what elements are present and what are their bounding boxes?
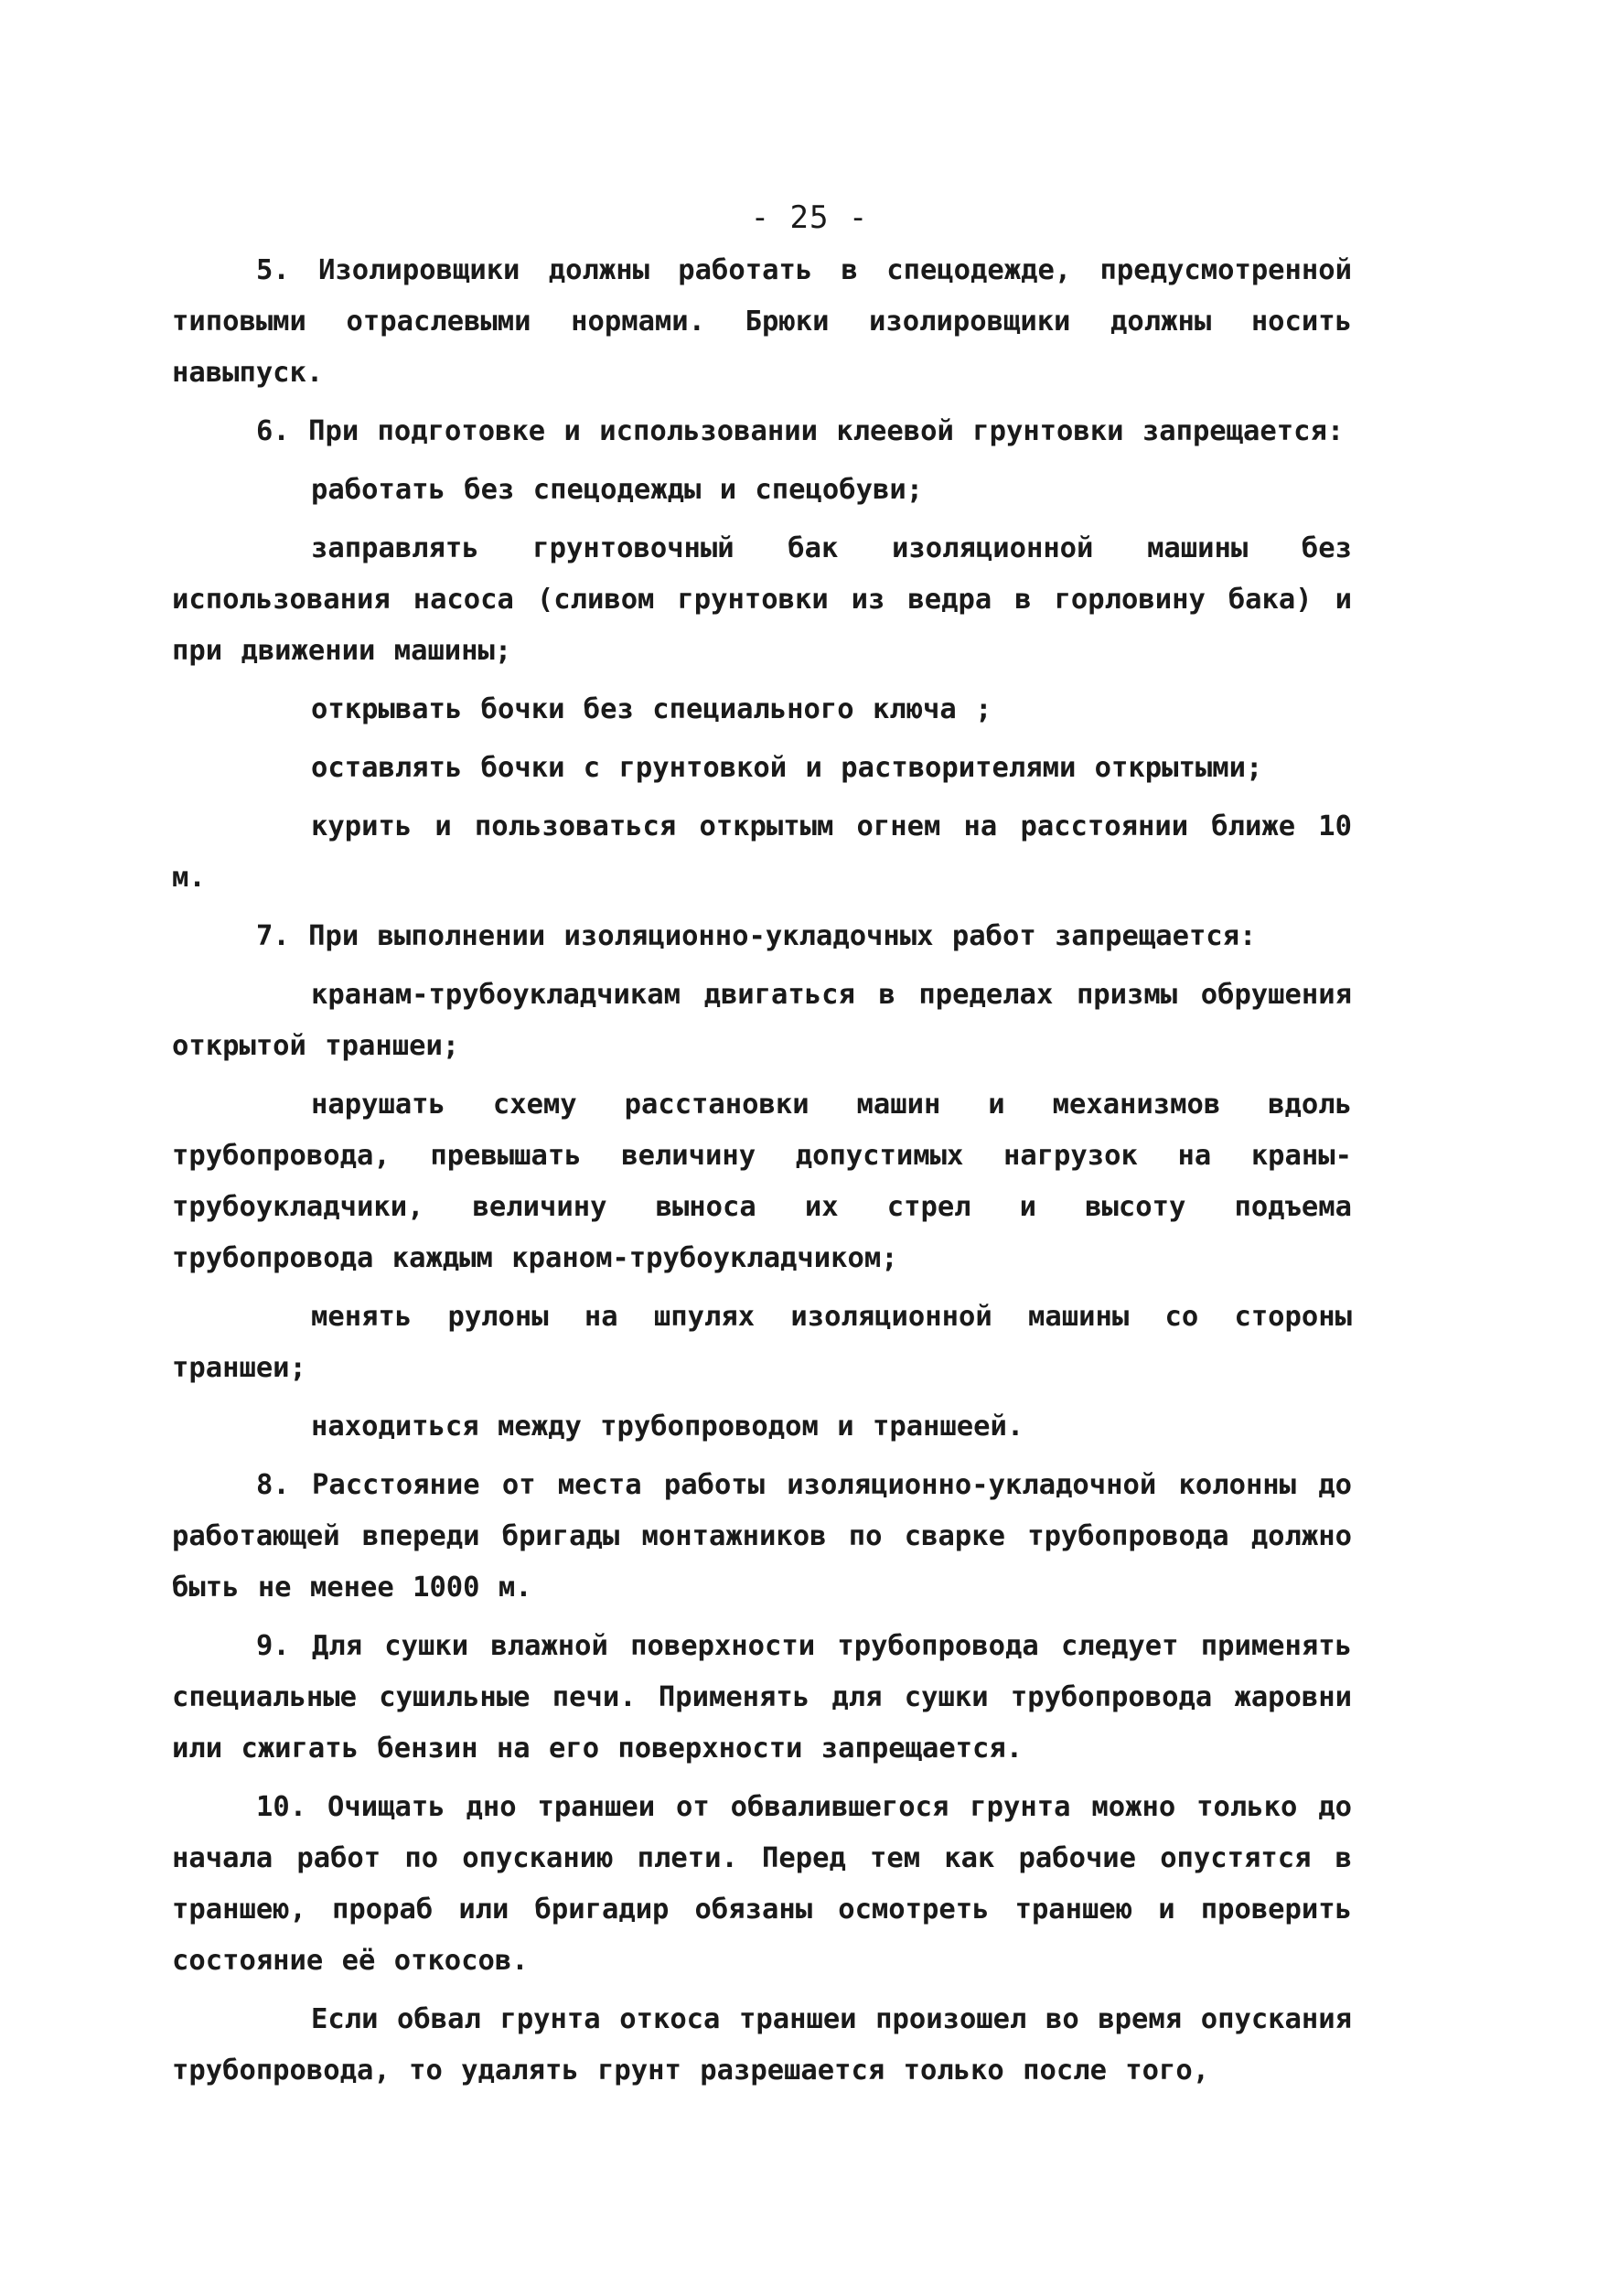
paragraph-6-item-1: работать без спецодежды и спецобуви; [311,474,924,506]
paragraph-7-item-4: находиться между трубопроводом и траншеей. [311,1411,1024,1443]
paragraph-6-item-5: курить и пользоваться открытым огнем на расстоянии ближе 10 м. [172,810,1352,894]
paragraph-7: 7. При выполнении изоляционно-укладочных работ запрещается: [256,920,1257,952]
paragraph-7-item-3: менять рулоны на шпулях изоляционной машины со стороны траншеи; [172,1301,1352,1384]
paragraph-6: 6. При подготовке и использовании клеевой грунтовки запрещается: [256,415,1345,447]
paragraph-7-item-1: кранам-трубоукладчикам двигаться в пределах призмы обрушения открытой траншеи; [172,979,1352,1062]
paragraph-8: 8. Расстояние от места работы изоляционно-укладочной колонны до работающей впереди бригады монтажников по сварке трубопровода должно быть не менее 1000 м. [172,1469,1352,1604]
paragraph-10: 10. Очищать дно траншеи от обвалившегося грунта можно только до начала работ по опусканию плети. Перед тем как рабочие опустятся в траншею, прораб или бригадир обязаны осмотреть траншею и проверить состояние её откосов. [172,1791,1352,1977]
paragraph-7-item-2: нарушать схему расстановки машин и механизмов вдоль трубопровода, превышать величину допустимых нагрузок на краны-трубоукладчики, величину выноса их стрел и высоту подъема трубопровода каждым краном-трубоукладчиком; [172,1089,1352,1274]
paragraph-10-continuation: Если обвал грунта откоса траншеи произошел во время опускания трубопровода, то удалять грунт разрешается только после того, [172,2003,1352,2087]
paragraph-5: 5. Изолировщики должны работать в спецодежде, предусмотренной типовыми отраслевыми нормами. Брюки изолировщики должны носить навыпуск. [172,254,1352,389]
paragraph-6-item-3: открывать бочки без специального ключа ; [311,693,992,725]
paragraph-9: 9. Для сушки влажной поверхности трубопровода следует применять специальные сушильные печи. Применять для сушки трубопровода жаровни или сжигать бензин на его поверхности запрещается. [172,1630,1352,1765]
page-number: - 25 - [750,199,869,236]
paragraph-6-item-4: оставлять бочки с грунтовкой и растворителями открытыми; [311,752,1263,784]
main-text [172,245,1352,2104]
paragraph-6-item-2: заправлять грунтовочный бак изоляционной машины без использования насоса (сливом грунтовки из ведра в горловину бака) и при движении машины; [172,532,1352,667]
